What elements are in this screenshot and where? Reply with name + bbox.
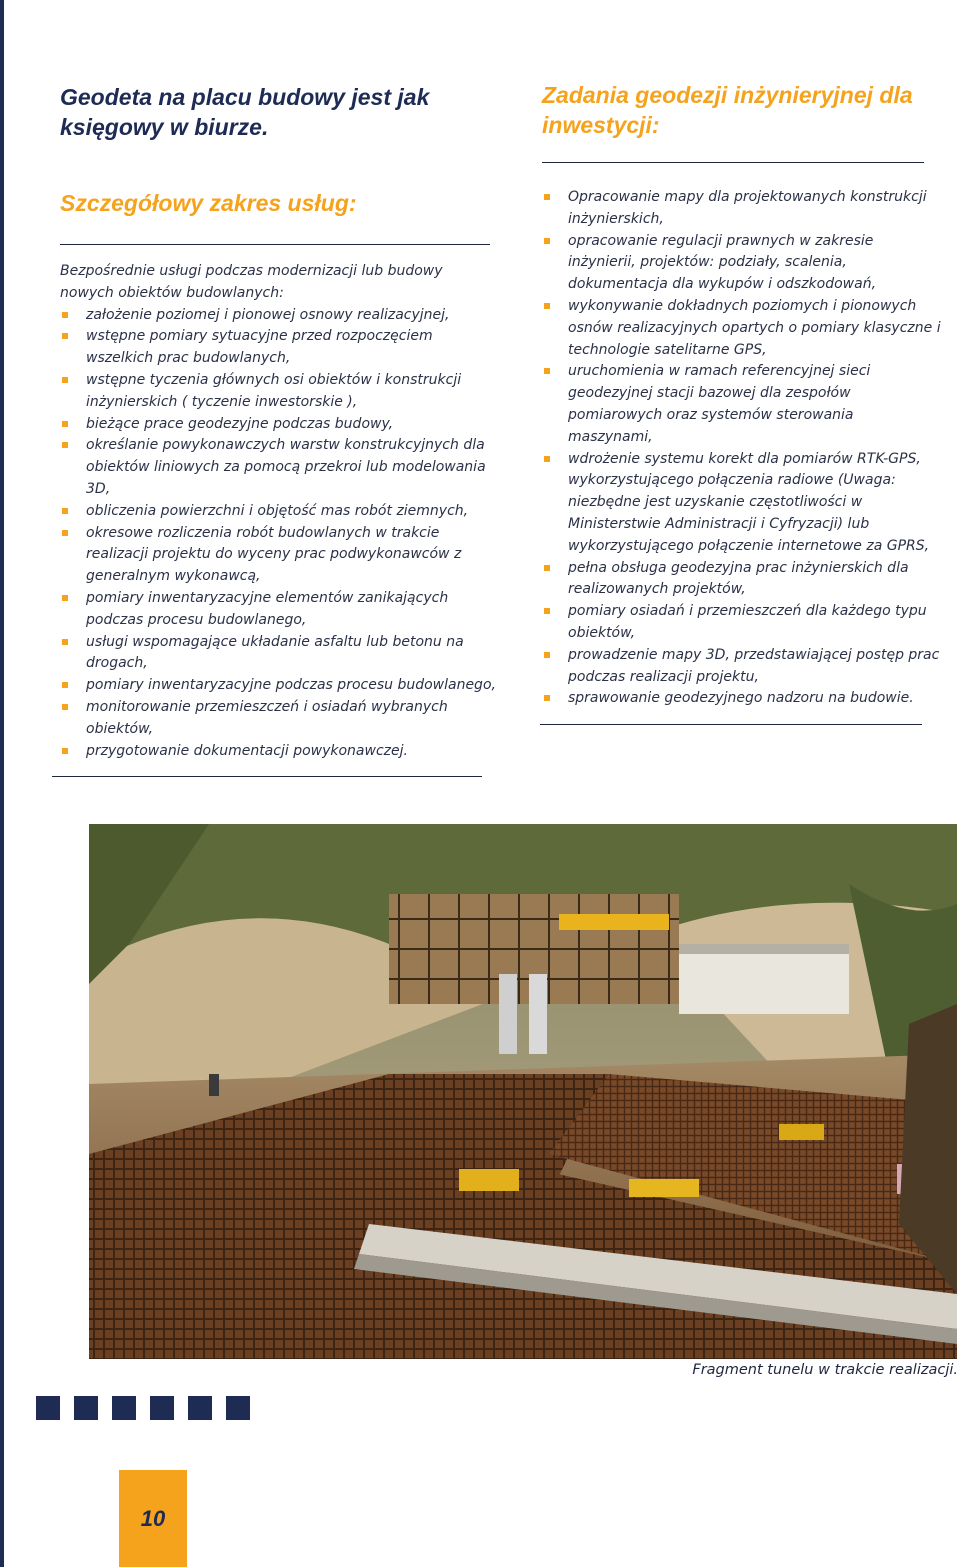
list-item: bieżące prace geodezyjne podczas budowy, xyxy=(60,414,500,436)
list-item: Opracowanie mapy dla projektowanych konstrukcji inżynierskich, xyxy=(542,187,942,231)
services-intro: Bezpośrednie usługi podczas modernizacji lub budowy nowych obiektów budowlanych: xyxy=(60,263,443,301)
square-decoration xyxy=(226,1396,250,1420)
list-item: prowadzenie mapy 3D, przedstawiającej postęp prac podczas realizacji projektu, xyxy=(542,645,942,689)
square-decoration xyxy=(150,1396,174,1420)
right-title: Zadania geodezji inżynieryjnej dla inwestycji: xyxy=(542,82,913,138)
list-item: uruchomienia w ramach referencyjnej sieci geodezyjnej stacji bazowej dla zespołów pomiarowych oraz systemów sterowania maszynami, xyxy=(542,361,942,448)
list-item: opracowanie regulacji prawnych w zakresie inżynierii, projektów: podziały, scalenia, dokumentacja dla wykupów i odszkodowań, xyxy=(542,231,942,296)
list-item: sprawowanie geodezyjnego nadzoru na budowie. xyxy=(542,688,942,710)
tunnel-construction-photo xyxy=(89,824,957,1359)
decorative-squares xyxy=(36,1396,250,1420)
right-bottom-rule xyxy=(540,724,922,725)
list-item: pomiary inwentaryzacyjne elementów zanikających podczas procesu budowlanego, xyxy=(60,588,500,632)
list-item: przygotowanie dokumentacji powykonawczej. xyxy=(60,741,500,763)
left-column xyxy=(60,82,500,777)
square-decoration xyxy=(188,1396,212,1420)
services-list xyxy=(60,305,500,763)
square-decoration xyxy=(74,1396,98,1420)
left-top-rule xyxy=(60,244,490,245)
list-item: wstępne tyczenia głównych osi obiektów i konstrukcji inżynierskich ( tyczenie inwestorskie ), xyxy=(60,370,500,414)
list-item: pomiary inwentaryzacyjne podczas procesu budowlanego, xyxy=(60,675,500,697)
list-item: obliczenia powierzchni i objętość mas robót ziemnych, xyxy=(60,501,500,523)
square-decoration xyxy=(112,1396,136,1420)
tasks-list xyxy=(542,187,942,710)
list-item: usługi wspomagające układanie asfaltu lub betonu na drogach, xyxy=(60,632,500,676)
list-item: wykonywanie dokładnych poziomych i pionowych osnów realizacyjnych opartych o pomiary klasyczne i technologie satelitarne GPS, xyxy=(542,296,942,361)
list-item: określanie powykonawczych warstw konstrukcyjnych dla obiektów liniowych za pomocą przekroi lub modelowania 3D, xyxy=(60,435,500,500)
list-item: wdrożenie systemu korekt dla pomiarów RTK-GPS, wykorzystującego połączenia radiowe (Uwaga: niezbędne jest uzyskanie częstotliwości w Ministerstwie Administracji i Cyfryzacji) lub wykorzystującego połączenie internetowe za GPRS, xyxy=(542,449,942,558)
page-number: 10 xyxy=(119,1470,187,1567)
list-item: wstępne pomiary sytuacyjne przed rozpoczęciem wszelkich prac budowlanych, xyxy=(60,326,500,370)
square-decoration xyxy=(36,1396,60,1420)
left-title: Geodeta na placu budowy jest jak księgowy w biurze. xyxy=(60,84,430,140)
page-edge-line xyxy=(0,0,4,1567)
list-item: monitorowanie przemieszczeń i osiadań wybranych obiektów, xyxy=(60,697,500,741)
right-top-rule xyxy=(542,162,924,163)
photo-caption: Fragment tunelu w trakcie realizacji. xyxy=(692,1362,958,1378)
left-bottom-rule xyxy=(52,776,482,777)
services-subtitle: Szczegółowy zakres usług: xyxy=(60,190,357,216)
list-item: założenie poziomej i pionowej osnowy realizacyjnej, xyxy=(60,305,500,327)
list-item: pełna obsługa geodezyjna prac inżynierskich dla realizowanych projektów, xyxy=(542,558,942,602)
list-item: pomiary osiadań i przemieszczeń dla każdego typu obiektów, xyxy=(542,601,942,645)
list-item: okresowe rozliczenia robót budowlanych w trakcie realizacji projektu do wyceny prac podwykonawców z generalnym wykonawcą, xyxy=(60,523,500,588)
right-column xyxy=(542,80,942,725)
